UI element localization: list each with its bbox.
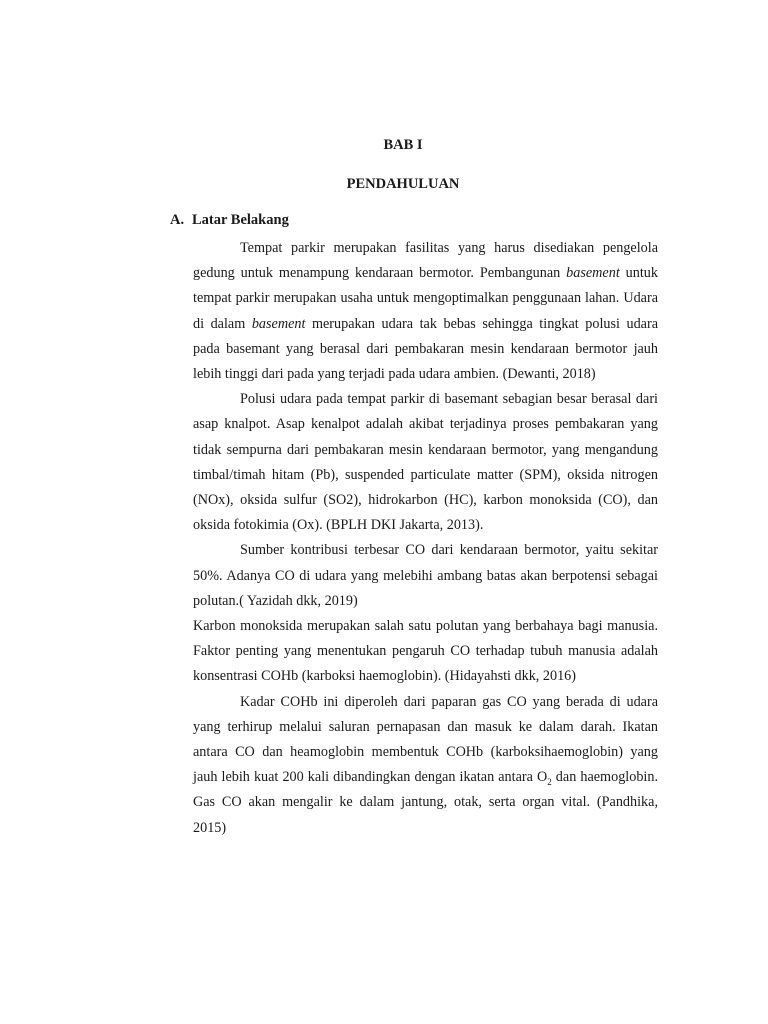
italic-term-basement-2: basement bbox=[251, 315, 306, 332]
subscript-2: 2 bbox=[547, 777, 552, 788]
chapter-number: BAB I bbox=[383, 137, 423, 153]
italic-term-basement-1: basement bbox=[566, 265, 620, 282]
paragraph-1-text-c: merupakan udara tak bebas sehingga tingkat polusi udara pada basemant yang berasal dari pembakaran mesin kendaraan bermotor jauh lebih tinggi dari pada yang terjadi pada udara ambien. (Dewanti, 2018) bbox=[193, 315, 659, 383]
paragraph-2: Polusi udara pada tempat parkir di basemant sebagian besar berasal dari asap knalpot. Asap kenalpot adalah akibat terjadinya proses pembakaran yang tidak sempurna dari pembakaran mesin kendaraan bermotor, yang mengandung timbal/timah hitam (Pb), suspended particulate matter (SPM), oksida nitrogen (NOx), oksida sulfur (SO2), hidrokarbon (HC), karbon monoksida (CO), dan oksida fotokimia (Ox). (BPLH DKI Jakarta, 2013). bbox=[193, 391, 658, 534]
paragraph-1-text-a: Tempat parkir merupakan fasilitas yang harus disediakan pengelola gedung untuk menampung kendaraan bermotor. Pembangunan bbox=[193, 240, 658, 282]
paragraph-1-text-b: untuk tempat parkir merupakan usaha untuk mengoptimalkan penggunaan lahan. Udara di dalam bbox=[193, 265, 658, 332]
section-letter: A. bbox=[170, 212, 185, 228]
paragraph-5-text-b: dan haemoglobin. Gas CO akan mengalir ke dalam jantung, otak, serta organ vital. (Pandhika, 2015) bbox=[193, 769, 658, 836]
section-title: Latar Belakang bbox=[192, 212, 289, 228]
body-text bbox=[193, 236, 658, 841]
paragraph-4: Karbon monoksida merupakan salah satu polutan yang berbahaya bagi manusia. Faktor penting yang menentukan pengaruh CO terhadap tubuh manusia adalah konsentrasi COHb (karboksi haemoglobin). (Hidayahsti dkk, 2016) bbox=[193, 618, 658, 685]
section-heading bbox=[170, 212, 289, 229]
paragraph-1 bbox=[193, 236, 658, 387]
paragraph-3: Sumber kontribusi terbesar CO dari kendaraan bermotor, yaitu sekitar 50%. Adanya CO di udara yang melebihi ambang batas akan berpotensi sebagai polutan.( Yazidah dkk, 2019) bbox=[193, 542, 658, 609]
paragraph-5-text-a: Kadar COHb ini diperoleh dari paparan gas CO yang berada di udara yang terhirup melalui saluran pernapasan dan masuk ke dalam darah. Ikatan antara CO dan heamoglobin membentuk COHb (karboksihaemoglobin) yang jauh lebih kuat 200 kali dibandingkan dengan ikatan antara O bbox=[193, 693, 658, 786]
paragraph-5 bbox=[193, 690, 658, 841]
chapter-title: PENDAHULUAN bbox=[346, 176, 460, 192]
